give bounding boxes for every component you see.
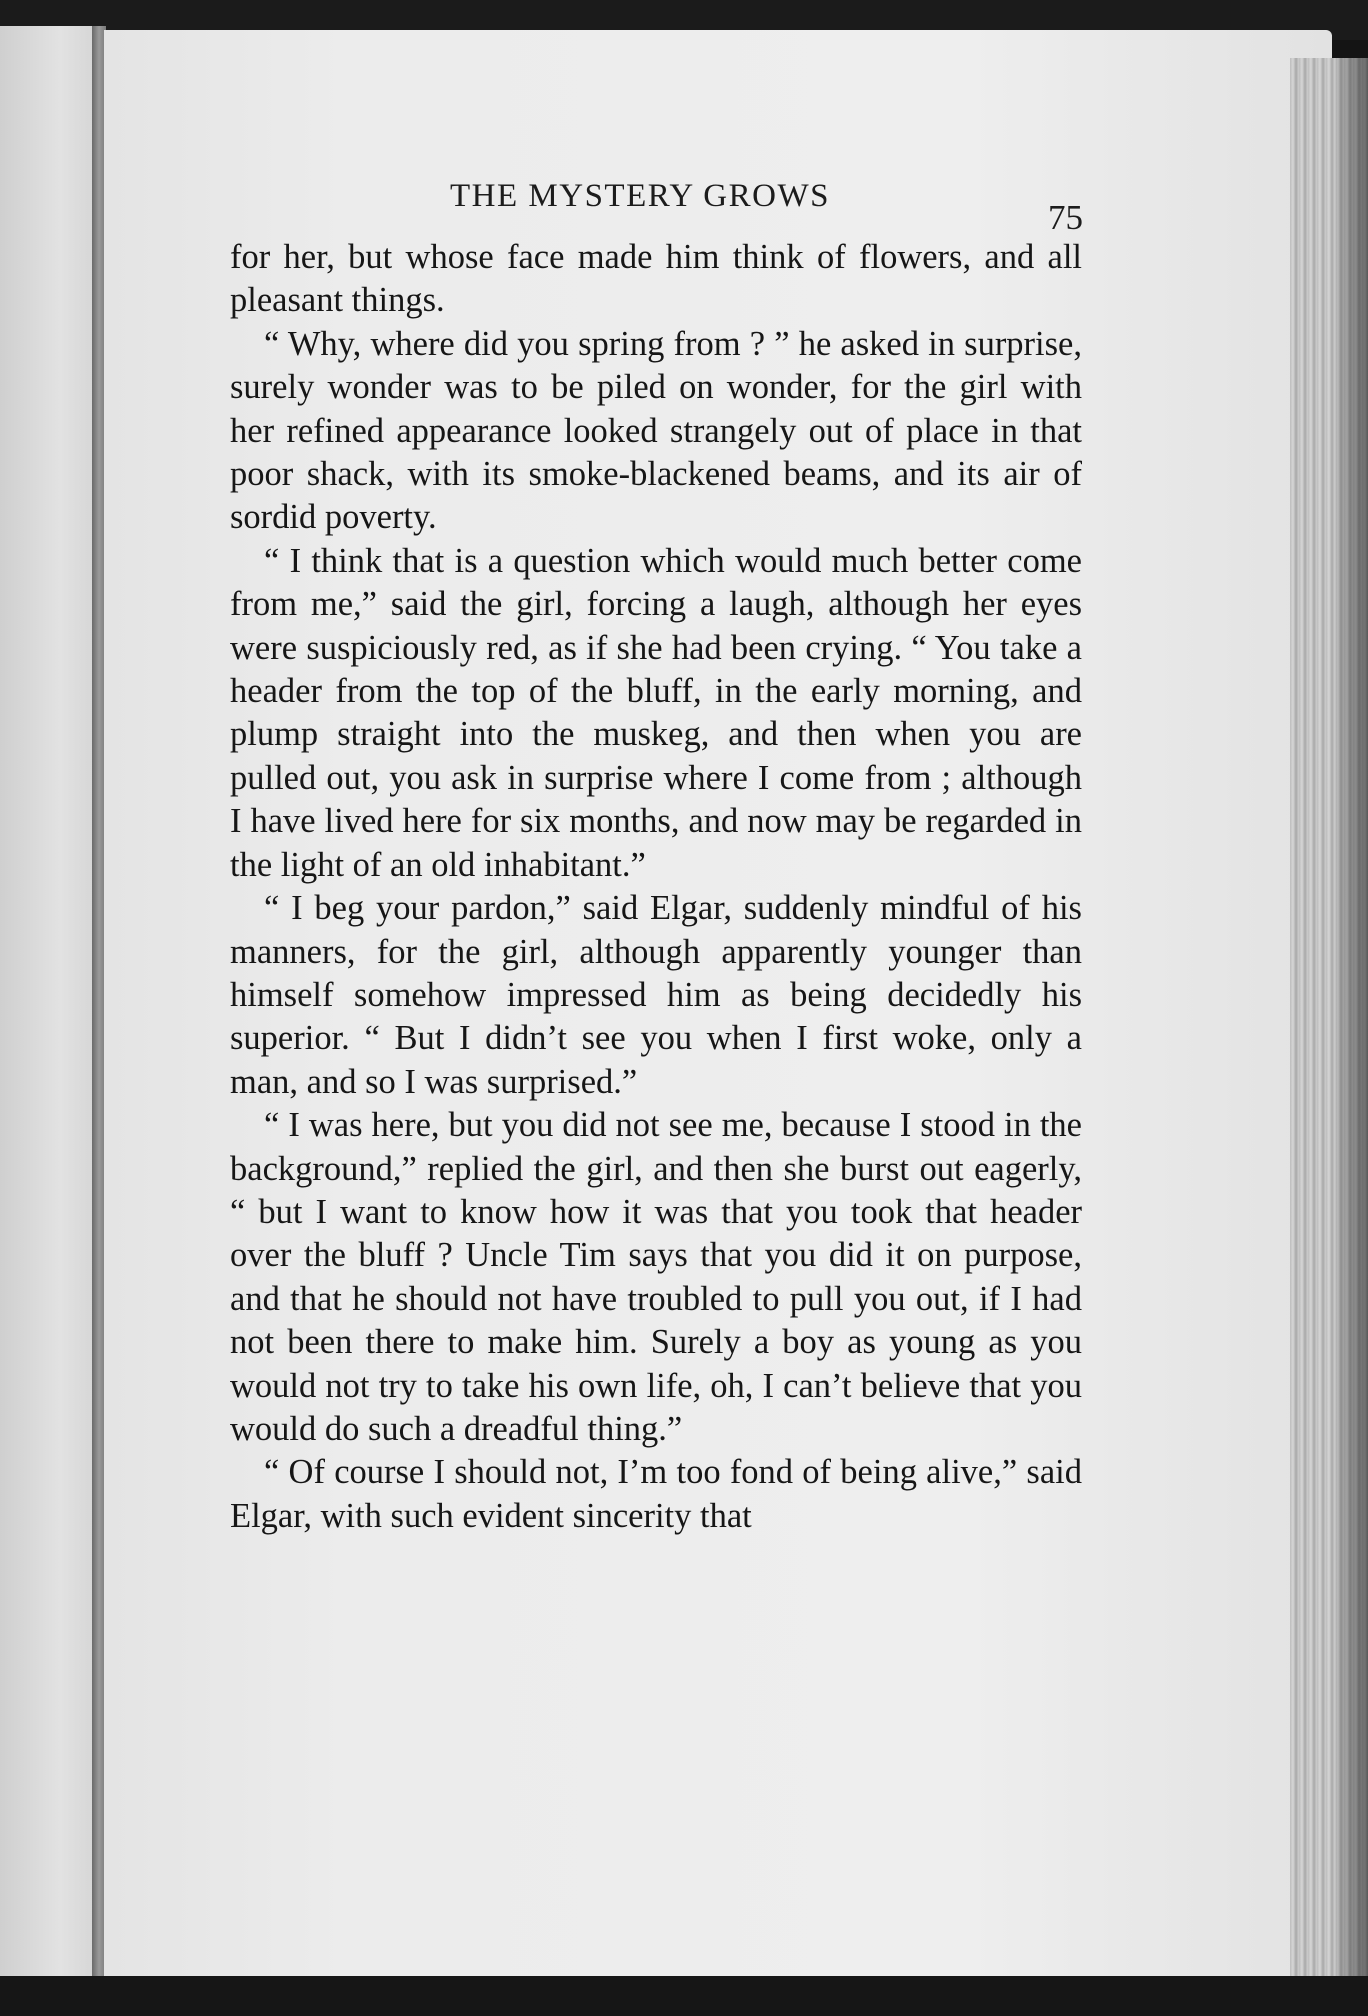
paragraph-1: for her, but whose face made him think of flowers, and all pleasant things. [230, 238, 1082, 320]
paragraph-6: “ Of course I should not, I’m too fond of being alive,” said Elgar, with such evident sincerity that [230, 1453, 1082, 1535]
paragraph-3: “ I think that is a question which would much better come from me,” said the girl, forcing a laugh, although her eyes were suspiciously red, as if she had been crying. “ You take a header from the top of the bluff, in the early morning, and plump straight into the muskeg, and then when you are pulled out, you ask in surprise where I come from ; although I have lived here for six months, and now may be regarded in the light of an old inhabitant.” [230, 541, 1082, 884]
facing-page-edge [0, 26, 100, 1976]
scan-bottom-edge [0, 1976, 1368, 2016]
page-edge-shadow [1336, 58, 1368, 1988]
running-header: THE MYSTERY GROWS [450, 178, 830, 214]
paragraph-2: “ Why, where did you spring from ? ” he asked in surprise, surely wonder was to be piled on wonder, for the girl with her refined appearance looked strangely out of place in that poor shack, with its smoke-blackened beams, and its air of sordid poverty. [230, 324, 1082, 537]
paragraph-4: “ I beg your pardon,” said Elgar, suddenly mindful of his manners, for the girl, although apparently younger than himself somehow impressed him as being decidedly his superior. “ But I didn’t see you when I first woke, only a man, and so I was surprised.” [230, 889, 1082, 1101]
page-body [230, 236, 1082, 1538]
paragraph-5: “ I was here, but you did not see me, because I stood in the background,” replied the girl, and then she burst out eagerly, “ but I want to know how it was that you took that header over the bluff ? Uncle Tim says that you did it on purpose, and that he should not have troubled to pull you out, if I had not been there to make him. Surely a boy as young as you would not try to take his own life, oh, I can’t believe that you would do such a dreadful thing.” [230, 1106, 1082, 1448]
page-number: 75 [1048, 198, 1083, 237]
